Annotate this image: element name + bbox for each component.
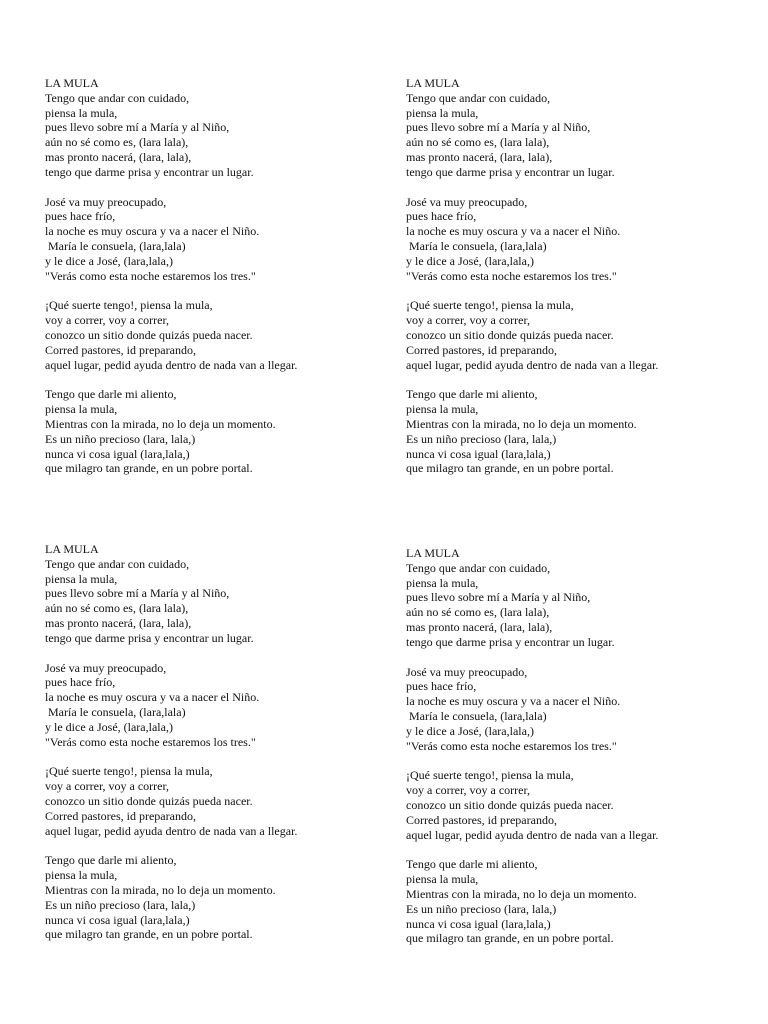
lyric-line: Corred pastores, id preparando, (45, 342, 196, 357)
lyric-line: que milagro tan grande, en un pobre portal. (45, 927, 253, 942)
lyric-line: ¡Qué suerte tengo!, piensa la mula, (45, 298, 213, 313)
lyric-line: aquel lugar, pedid ayuda dentro de nada van a llegar. (45, 823, 298, 838)
lyric-line: mas pronto nacerá, (lara, lala), (45, 149, 192, 164)
lyric-line: ¡Qué suerte tengo!, piensa la mula, (406, 768, 574, 783)
lyric-line: Corred pastores, id preparando, (45, 808, 196, 823)
lyric-line: voy a correr, voy a correr, (45, 313, 169, 328)
lyrics-copy-top-left (45, 76, 385, 476)
lyric-line: "Verás como esta noche estaremos los tres." (45, 268, 256, 283)
lyric-line: aún no sé como es, (lara lala), (406, 605, 550, 620)
lyric-line: mas pronto nacerá, (lara, lala), (45, 615, 192, 630)
lyric-line: mas pronto nacerá, (lara, lala), (406, 149, 553, 164)
lyric-line: aún no sé como es, (lara lala), (406, 135, 550, 150)
lyric-line: la noche es muy oscura y va a nacer el Niño. (45, 224, 260, 239)
lyric-line: y le dice a José, (lara,lala,) (45, 719, 173, 734)
lyric-line: pues llevo sobre mí a María y al Niño, (45, 586, 230, 601)
lyric-line: piensa la mula, (45, 402, 118, 417)
lyric-line: conozco un sitio donde quizás pueda nacer. (406, 327, 614, 342)
song-title: LA MULA (45, 542, 99, 556)
stanza-gap (45, 283, 385, 298)
lyric-line: Mientras con la mirada, no lo deja un momento. (45, 882, 276, 897)
lyrics-copy-bottom-left (45, 542, 385, 942)
lyric-line: piensa la mula, (406, 402, 479, 417)
lyric-line: ¡Qué suerte tengo!, piensa la mula, (406, 298, 574, 313)
lyric-line: y le dice a José, (lara,lala,) (406, 253, 534, 268)
lyric-line: tengo que darme prisa y encontrar un lugar. (406, 634, 615, 649)
lyric-line: tengo que darme prisa y encontrar un lugar. (45, 630, 254, 645)
lyric-line: piensa la mula, (45, 868, 118, 883)
stanza-gap (406, 842, 746, 857)
lyric-line: María le consuela, (lara,lala) (406, 238, 547, 253)
lyric-line: Tengo que andar con cuidado, (406, 560, 551, 575)
lyric-line: pues hace frío, (406, 679, 477, 694)
lyric-line: José va muy preocupado, (45, 660, 167, 675)
lyric-line: "Verás como esta noche estaremos los tres." (406, 738, 617, 753)
lyric-line: pues llevo sobre mí a María y al Niño, (45, 120, 230, 135)
lyric-line: piensa la mula, (406, 105, 479, 120)
lyric-line: pues hace frío, (45, 209, 116, 224)
lyric-line: Tengo que darle mi aliento, (406, 857, 538, 872)
song-title: LA MULA (406, 546, 460, 560)
lyric-line: aquel lugar, pedid ayuda dentro de nada van a llegar. (406, 827, 659, 842)
lyric-line: Tengo que darle mi aliento, (406, 387, 538, 402)
lyric-line: voy a correr, voy a correr, (406, 783, 530, 798)
lyric-line: María le consuela, (lara,lala) (406, 708, 547, 723)
lyric-line: la noche es muy oscura y va a nacer el Niño. (406, 224, 621, 239)
lyric-line: María le consuela, (lara,lala) (45, 704, 186, 719)
stanza-gap (45, 646, 385, 661)
lyric-line: Es un niño precioso (lara, lala,) (45, 897, 196, 912)
lyric-line: Tengo que andar con cuidado, (45, 90, 190, 105)
lyric-line: que milagro tan grande, en un pobre portal. (406, 461, 614, 476)
lyric-line: piensa la mula, (45, 105, 118, 120)
lyric-line: Es un niño precioso (lara, lala,) (406, 901, 557, 916)
lyric-line: mas pronto nacerá, (lara, lala), (406, 619, 553, 634)
lyric-line: nunca vi cosa igual (lara,lala,) (406, 446, 551, 461)
lyric-line: nunca vi cosa igual (lara,lala,) (45, 446, 190, 461)
lyric-line: aquel lugar, pedid ayuda dentro de nada van a llegar. (45, 357, 298, 372)
lyric-line: aquel lugar, pedid ayuda dentro de nada van a llegar. (406, 357, 659, 372)
lyric-line: voy a correr, voy a correr, (45, 779, 169, 794)
lyric-line: ¡Qué suerte tengo!, piensa la mula, (45, 764, 213, 779)
lyric-line: tengo que darme prisa y encontrar un lugar. (406, 164, 615, 179)
lyric-line: Es un niño precioso (lara, lala,) (45, 431, 196, 446)
lyric-line: Mientras con la mirada, no lo deja un momento. (45, 416, 276, 431)
stanza-gap (45, 180, 385, 195)
stanza-gap (406, 753, 746, 768)
lyric-line: conozco un sitio donde quizás pueda nacer. (45, 793, 253, 808)
lyric-line: voy a correr, voy a correr, (406, 313, 530, 328)
lyric-line: piensa la mula, (406, 872, 479, 887)
lyric-line: pues llevo sobre mí a María y al Niño, (406, 590, 591, 605)
lyric-line: "Verás como esta noche estaremos los tres." (45, 734, 256, 749)
lyric-line: tengo que darme prisa y encontrar un lugar. (45, 164, 254, 179)
lyric-line: Tengo que andar con cuidado, (406, 90, 551, 105)
lyric-line: Corred pastores, id preparando, (406, 342, 557, 357)
lyric-line: Corred pastores, id preparando, (406, 812, 557, 827)
lyric-line: pues llevo sobre mí a María y al Niño, (406, 120, 591, 135)
lyric-line: conozco un sitio donde quizás pueda nacer. (45, 327, 253, 342)
lyric-line: piensa la mula, (406, 575, 479, 590)
lyric-line: Es un niño precioso (lara, lala,) (406, 431, 557, 446)
lyric-line: Tengo que andar con cuidado, (45, 556, 190, 571)
lyric-line: Mientras con la mirada, no lo deja un momento. (406, 886, 637, 901)
song-title: LA MULA (406, 76, 460, 90)
stanza-gap (406, 283, 746, 298)
stanza-gap (406, 180, 746, 195)
lyric-line: José va muy preocupado, (406, 194, 528, 209)
lyric-line: conozco un sitio donde quizás pueda nacer. (406, 797, 614, 812)
lyric-line: aún no sé como es, (lara lala), (45, 135, 189, 150)
lyrics-copy-top-right (406, 76, 746, 476)
lyric-line: y le dice a José, (lara,lala,) (45, 253, 173, 268)
lyric-line: y le dice a José, (lara,lala,) (406, 723, 534, 738)
lyric-line: nunca vi cosa igual (lara,lala,) (45, 912, 190, 927)
lyric-line: "Verás como esta noche estaremos los tres." (406, 268, 617, 283)
lyric-line: la noche es muy oscura y va a nacer el Niño. (406, 694, 621, 709)
song-title: LA MULA (45, 76, 99, 90)
lyric-line: José va muy preocupado, (45, 194, 167, 209)
stanza-gap (45, 838, 385, 853)
lyric-line: la noche es muy oscura y va a nacer el Niño. (45, 690, 260, 705)
lyric-line: nunca vi cosa igual (lara,lala,) (406, 916, 551, 931)
lyric-line: pues hace frío, (406, 209, 477, 224)
lyric-line: que milagro tan grande, en un pobre portal. (45, 461, 253, 476)
stanza-gap (45, 372, 385, 387)
lyric-line: María le consuela, (lara,lala) (45, 238, 186, 253)
stanza-gap (406, 372, 746, 387)
lyrics-copy-bottom-right (406, 546, 746, 946)
lyric-line: piensa la mula, (45, 571, 118, 586)
lyric-line: que milagro tan grande, en un pobre portal. (406, 931, 614, 946)
lyric-line: pues hace frío, (45, 675, 116, 690)
lyric-line: aún no sé como es, (lara lala), (45, 601, 189, 616)
stanza-gap (406, 650, 746, 665)
lyric-line: Mientras con la mirada, no lo deja un momento. (406, 416, 637, 431)
lyric-line: Tengo que darle mi aliento, (45, 853, 177, 868)
stanza-gap (45, 749, 385, 764)
lyric-line: Tengo que darle mi aliento, (45, 387, 177, 402)
lyric-line: José va muy preocupado, (406, 664, 528, 679)
